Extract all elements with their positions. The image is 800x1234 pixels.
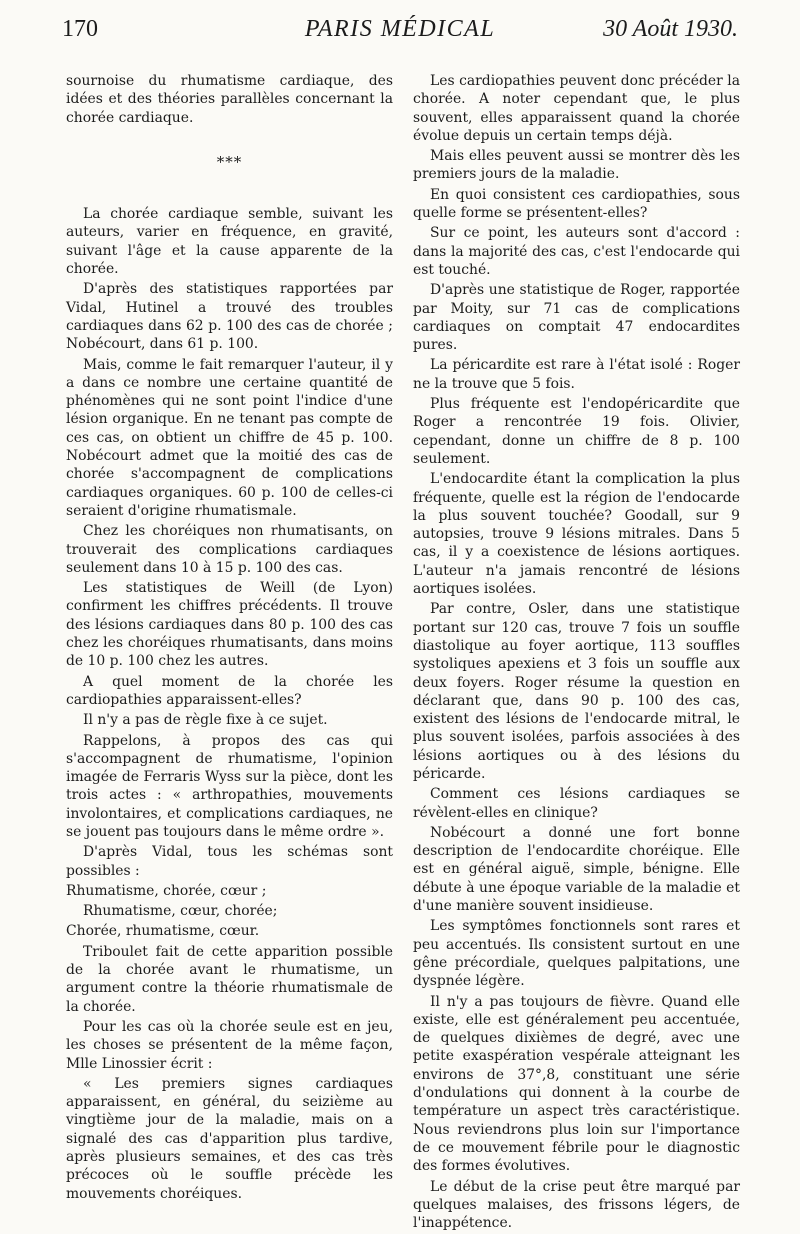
page-number: 170 — [62, 16, 98, 42]
paragraph: A quel moment de la chorée les cardiopathies apparaissent-elles? — [66, 673, 393, 708]
journal-title: PARIS MÉDICAL — [304, 16, 496, 42]
paragraph: sournoise du rhumatisme cardiaque, des idées et des théories parallèles concernant la chorée cardiaque. — [66, 73, 393, 126]
list-item: Chorée, rhumatisme, cœur. — [66, 923, 260, 940]
paragraph: Mais, comme le fait remarquer l'auteur, il y a dans ce nombre une certaine quantité de phénomènes qui ne sont point l'indice d'une lésion organique. En ne tenant pas compte de ces cas, on obtient un chiffre de 45 p. 100. Nobécourt admet que la moitié des cas de chorée s'accompagnent de complications cardiaques organiques. 60 p. 100 de celles-ci seraient d'origine rhumatismale. — [66, 356, 393, 519]
right-column — [413, 72, 740, 1234]
paragraph: Il n'y a pas de règle fixe à ce sujet. — [83, 712, 328, 729]
paragraph: En quoi consistent ces cardiopathies, sous quelle forme se présentent-elles? — [413, 186, 740, 222]
paragraph: D'après Vidal, tous les schémas sont possibles : — [66, 844, 393, 879]
paragraph: Par contre, Osler, dans une statistique portant sur 120 cas, trouve 7 fois un souffle diastolique au foyer aortique, 113 souffles systoliques apexiens et 3 fois un souffle aux deux foyers. Roger résume la question en déclarant que, dans 90 p. 100 des cas, existent des lésions de l'endocarde mitral, le plus souvent isolées, parfois associées à des lésions aortiques ou à des lésions du péricarde. — [413, 601, 740, 782]
list-item: Rhumatisme, chorée, cœur ; — [66, 882, 267, 899]
paragraph: Comment ces lésions cardiaques se révèlent-elles en clinique? — [413, 786, 740, 821]
left-column — [66, 72, 393, 1205]
paragraph: Nobécourt a donné une fort bonne description de l'endocardite choréique. Elle est en général aiguë, simple, bénigne. Elle débute à une époque variable de la maladie et d'une manière souvent insidieuse. — [413, 824, 740, 915]
paragraph: Sur ce point, les auteurs sont d'accord : dans la majorité des cas, c'est l'endocarde qui est touché. — [413, 225, 740, 278]
section-separator: *** — [216, 152, 243, 171]
paragraph: Plus fréquente est l'endopéricardite que Roger a rencontrée 19 fois. Olivier, cependant, donne un chiffre de 8 p. 100 seulement. — [413, 396, 740, 467]
paragraph: Mais elles peuvent aussi se montrer dès les premiers jours de la maladie. — [413, 148, 740, 183]
paragraph: Pour les cas où la chorée seule est en jeu, les choses se présentent de la même façon, Mlle Linossier écrit : — [66, 1018, 393, 1072]
paragraph: D'après une statistique de Roger, rapportée par Moity, sur 71 cas de complications cardiaques on comptait 47 endocardites pures. — [413, 282, 740, 354]
paragraph: Les statistiques de Weill (de Lyon) confirment les chiffres précédents. Il trouve des lésions cardiaques dans 80 p. 100 des cas chez les choréiques rhumatisants, dans moins de 10 p. 100 chez les autres. — [66, 580, 393, 670]
paragraph: Les symptômes fonctionnels sont rares et peu accentués. Ils consistent surtout en une gêne précordiale, quelques palpitations, une dyspnée légère. — [413, 918, 740, 990]
paragraph: Chez les choréiques non rhumatisants, on trouverait des complications cardiaques seulement dans 10 à 15 p. 100 des cas. — [66, 523, 393, 576]
paragraph: Le début de la crise peut être marqué par quelques malaises, des frissons légers, de l'inappétence. — [413, 1178, 740, 1232]
running-header — [62, 12, 738, 52]
paragraph: Les cardiopathies peuvent donc précéder la chorée. A noter cependant que, le plus souvent, elles apparaissent quand la chorée évolue depuis un certain temps déjà. — [413, 73, 740, 144]
paragraph: L'endocardite étant la complication la plus fréquente, quelle est la région de l'endocarde la plus souvent touchée? Goodall, sur 9 autopsies, trouve 9 lésions mitrales. Dans 5 cas, il y a coexistence de lésions aortiques. L'auteur n'a jamais rencontré de lésions aortiques isolées. — [413, 471, 740, 598]
issue-date: 30 Août 1930. — [603, 16, 738, 42]
paragraph: Il n'y a pas toujours de fièvre. Quand elle existe, elle est généralement peu accentuée, de quelques dixièmes de degré, avec une petite exaspération vespérale atteignant les environs de 37°,8, constituant une série d'ondulations qui donnent à la courbe de température un aspect très caractéristique. Nous reviendrons plus loin sur l'importance de ce mouvement fébrile pour le diagnostic des formes évolutives. — [413, 993, 740, 1175]
paragraph: La chorée cardiaque semble, suivant les auteurs, varier en fréquence, en gravité, suivant l'âge et la cause apparente de la chorée. — [66, 206, 393, 278]
paragraph: Rappelons, à propos des cas qui s'accompagnent de rhumatisme, l'opinion imagée de Ferraris Wyss sur la pièce, dont les trois actes : « arthropathies, mouvements involontaires, et complications cardiaques, ne se jouent pas toujours dans le même ordre ». — [66, 732, 393, 840]
paragraph: La péricardite est rare à l'état isolé : Roger ne la trouve que 5 fois. — [413, 357, 740, 392]
paragraph: Triboulet fait de cette apparition possible de la chorée avant le rhumatisme, un argument contre la théorie rhumatismale de la chorée. — [66, 943, 393, 1015]
list-item: Rhumatisme, cœur, chorée; — [83, 903, 278, 920]
paragraph: D'après des statistiques rapportées par Vidal, Hutinel a trouvé des troubles cardiaques dans 62 p. 100 des cas de chorée ; Nobécourt, dans 61 p. 100. — [66, 281, 393, 353]
paragraph: « Les premiers signes cardiaques apparaissent, en général, du seizième au vingtième jour de la maladie, mais on a signalé des cas d'apparition plus tardive, après plusieurs semaines, et des cas très précoces où le souffle précède les mouvements choréiques. — [66, 1075, 393, 1202]
